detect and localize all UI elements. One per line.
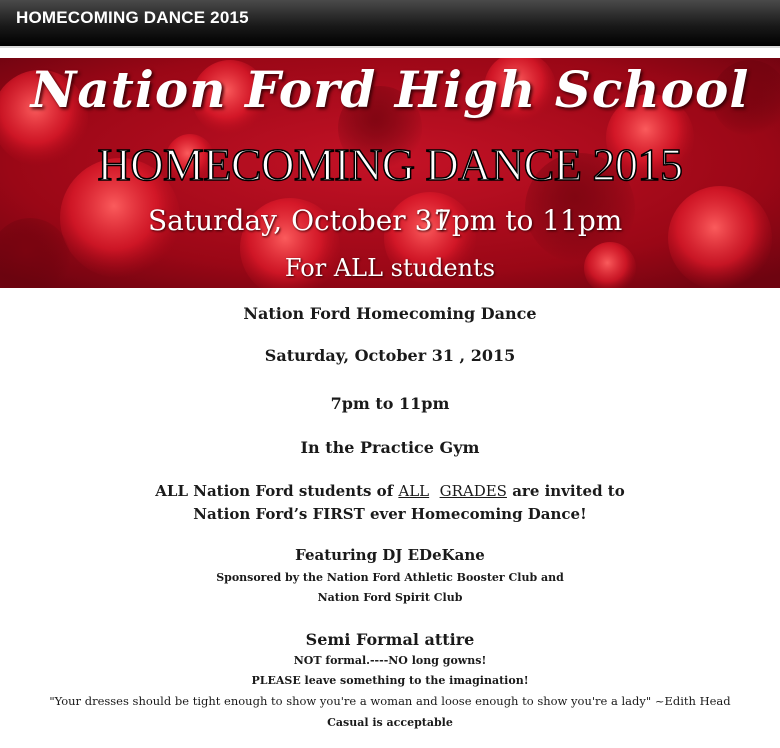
invite-prefix: ALL Nation Ford students of: [155, 482, 399, 500]
event-details: [0, 288, 780, 748]
banner-dance-title: HOMECOMING DANCE 2015: [97, 139, 683, 190]
banner-date: Saturday, October 31: [148, 204, 451, 237]
event-time: 7pm to 11pm: [330, 394, 450, 413]
attire-line-2: PLEASE leave something to the imagination!: [251, 674, 529, 687]
event-name: Nation Ford Homecoming Dance: [243, 304, 537, 323]
invite-all: ALL: [398, 482, 430, 500]
banner-school-name: Nation Ford High School: [30, 60, 750, 119]
invite-line-2: Nation Ford’s FIRST ever Homecoming Dance!: [193, 505, 587, 523]
edith-head-quote: "Your dresses should be tight enough to show you're a woman and loose enough to show you're a lady" ~Edith Head: [49, 694, 731, 708]
event-banner: [0, 58, 780, 288]
event-date: Saturday, October 31 , 2015: [264, 346, 516, 365]
invite-line-1: [0, 482, 780, 500]
banner-audience: For ALL students: [284, 254, 496, 282]
invite-grades: GRADES: [439, 482, 507, 500]
attire-title: Semi Formal attire: [305, 630, 475, 649]
featuring-dj: Featuring DJ EDeKane: [295, 546, 485, 564]
sponsor-line-1: Sponsored by the Nation Ford Athletic Booster Club and: [216, 571, 564, 584]
event-location: In the Practice Gym: [300, 438, 480, 457]
sponsor-line-2: Nation Ford Spirit Club: [317, 591, 463, 604]
casual-note: Casual is acceptable: [327, 716, 453, 729]
attire-line-1: NOT formal.----NO long gowns!: [293, 654, 487, 667]
banner-time: 7pm to 11pm: [434, 204, 623, 237]
page-title: HOMECOMING DANCE 2015: [16, 8, 249, 27]
title-bar: [0, 0, 780, 48]
invite-suffix: are invited to: [506, 482, 625, 500]
